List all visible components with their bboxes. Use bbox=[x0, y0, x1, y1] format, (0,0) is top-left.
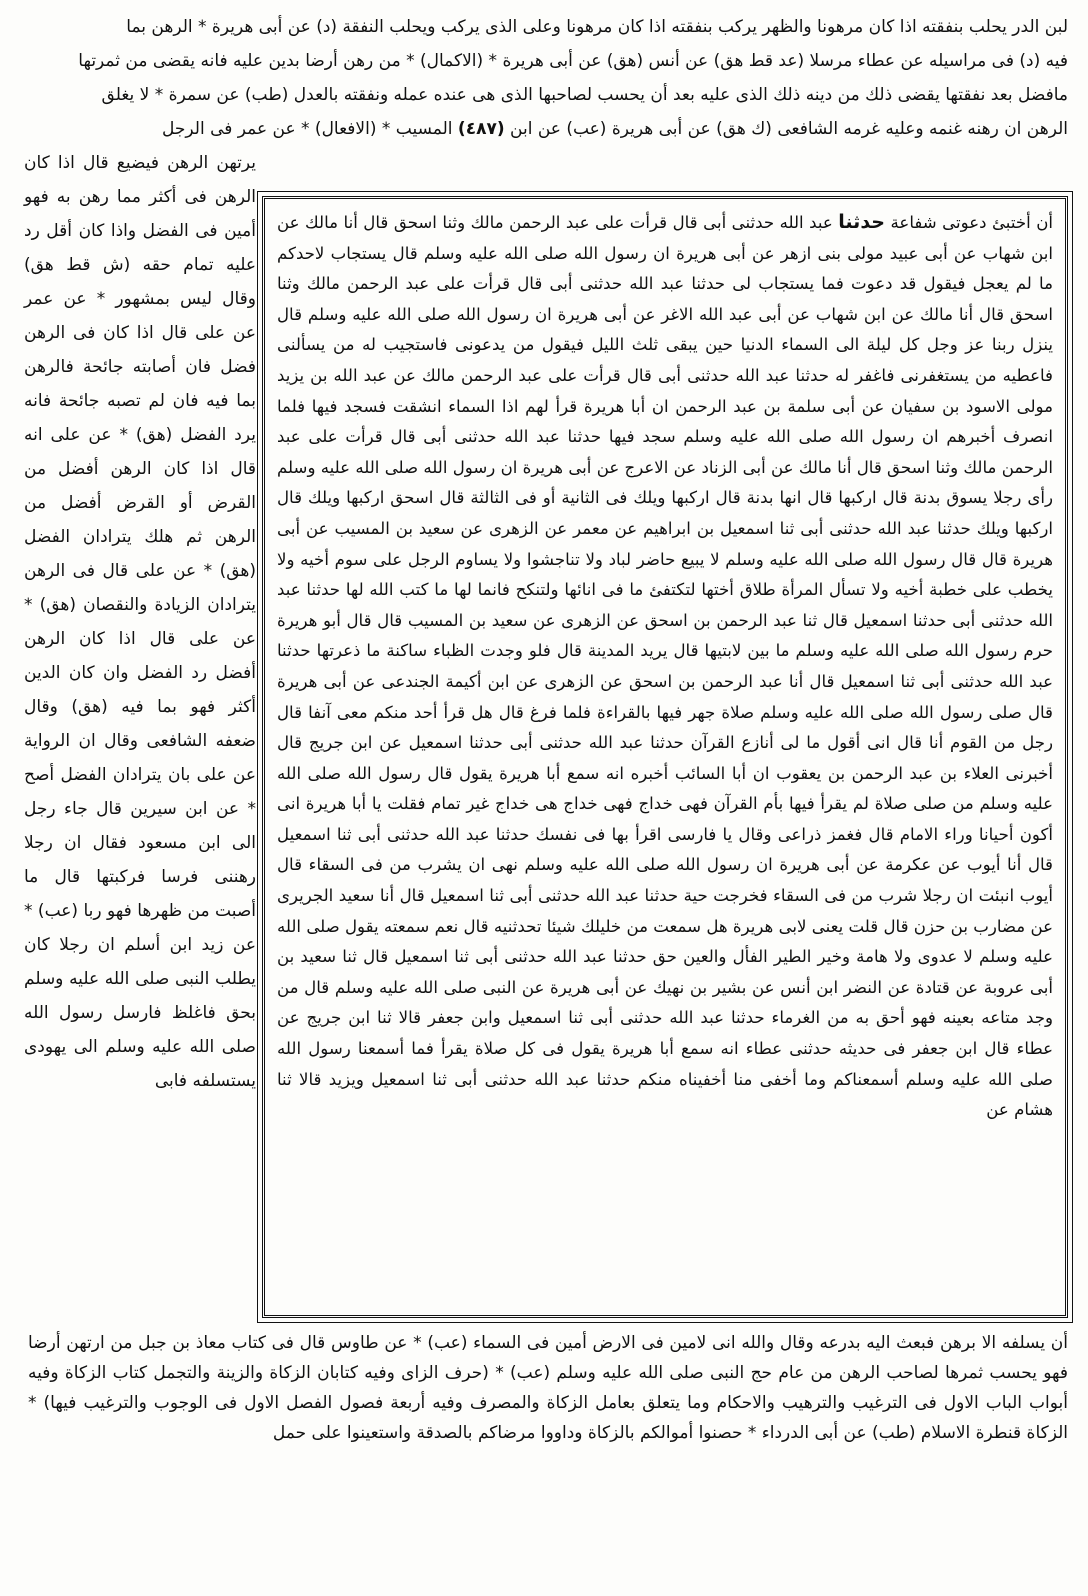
margin-commentary: يرتهن الرهن فيضيع قال اذا كان الرهن فى أكثر مما رهن به فهو أمين فى الفضل واذا كان أقل رد عليه تمام حقه (ش قط هق) وقال ليس بمشهور * عن عمر عن على قال اذا كان فى الرهن فضل فان أصابته جائحة فالرهن بما فيه فان لم تصبه جائحة فانه يرد الفضل (هق) * عن على انه قال اذا كان الرهن أفضل من القرض أو القرض أفضل من الرهن ثم هلك يترادان الفضل (هق) * عن على قال فى الرهن يترادان الزيادة والنقصان (هق) * عن على قال اذا كان الرهن أفضل رد الفضل وان كان الدين أكثر فهو بما فيه (هق) وقال ضعفه الشافعى وقال ان الرواية عن على بان يترادان الفضل أصح * عن ابن سيرين قال جاء رجل الى ابن مسعود فقال ان رجلا رهننى فرسا فركبتها قال ما أصبت من ظهرها فهو ربا (عب) * عن زيد ابن أسلم ان رجلا كان يطلب النبى صلى الله عليه وسلم بحق فاغلظ فارسل رسول الله صلى الله عليه وسلم الى يهودى يستسلفه فابى bbox=[24, 153, 256, 1091]
header-line-3: مافضل بعد نفقتها يقضى ذلك من دينه ذلك الذى عليه بعد أن يحسب لصاحبها الذى هى عنده عمله ونفقته بالعدل (طب) عن سمرة * لا يغلق bbox=[101, 85, 1068, 105]
footer-text: أن يسلفه الا برهن فبعث اليه بدرعه وقال والله انى لامين فى الارض أمين فى السماء (عب) * عن طاوس قال فى كتاب معاذ بن جبل من ارتهن أرضا فهو يحسب ثمرها لصاحب الرهن من عام حج النبى صلى الله عليه وسلم (عب) * (حرف الزاى وفيه كتابان الزكاة والزينة والتجمل كتاب الزكاة وفيه أبواب الباب الاول فى الترغيب والترهيب والاحكام وما يتعلق بعامل الزكاة والمصرف وفيه أربعة فصول الفصل الاول فى الوجوب والترغيب فيها) * الزكاة قنطرة الاسلام (طب) عن أبى الدرداء * حصنوا أموالكم بالزكاة وداووا مرضاكم بالصدقة واستعينوا على حمل bbox=[28, 1333, 1068, 1443]
header-line-4 bbox=[28, 112, 1068, 146]
header-line-4-end: المسيب * (الافعال) * عن عمر فى الرجل bbox=[162, 119, 453, 139]
main-text bbox=[277, 207, 1053, 1126]
haddathana-heading: حدثنا bbox=[838, 211, 885, 233]
header-line-4-text: الرهن ان رهنه غنمه وعليه غرمه الشافعى (ك هق) عن أبى هريرة (عب) عن ابن bbox=[510, 119, 1068, 139]
page-number: (٤٨٧) bbox=[457, 119, 505, 139]
top-header bbox=[28, 10, 1068, 146]
header-line-2: فيه (د) فى مراسيله عن عطاء مرسلا (عد قط هق) عن أنس (هق) عن أبى هريرة * (الاكمال) * من رهن أرضا بدين عليه فانه يقضى من ثمرتها bbox=[78, 51, 1068, 71]
main-opening: أن أختبئ دعوتى شفاعة bbox=[890, 213, 1053, 232]
main-body: عبد الله حدثنى أبى قال قرأت على عبد الرحمن مالك وثنا اسحق قال أنا مالك عن ابن شهاب عن أبى عبيد مولى بنى ازهر عن أبى هريرة ان رسول الله صلى الله عليه وسلم قال يستجاب لاحدكم ما لم يعجل فيقول قد دعوت فما يستجاب لى حدثنا عبد الله حدثنى أبى قال قرأت على عبد الرحمن مالك وثنا اسحق قال أنا مالك عن ابن شهاب عن أبى عبد الله الاغر عن أبى هريرة ان رسول الله صلى الله عليه وسلم قال ينزل ربنا عز وجل كل ليلة الى السماء الدنيا حين يبقى ثلث الليل فيقول من يدعونى فاستجيب له من يسألنى فاعطيه من يستغفرنى فاغفر له حدثنا عبد الله حدثنى أبى قال قرأت على عبد الرحمن مالك عن عبد الله بن يزيد مولى الاسود بن سفيان عن أبى سلمة بن عبد الرحمن ان أبا هريرة قرأ لهم اذا السماء انشقت فسجد فيها فلما انصرف أخبرهم ان رسول الله صلى الله عليه وسلم سجد فيها حدثنا عبد الله حدثنى أبى قال قرأت على عبد الرحمن مالك وثنا اسحق قال أنا مالك عن أبى الزناد عن الاعرج عن أبى هريرة ان رسول الله صلى الله عليه وسلم رأى رجلا يسوق بدنة قال اركبها قال انها بدنة قال اركبها ويلك فى الثانية أو فى الثالثة قال اسحق اركبها ويلك قال اركبها ويلك حدثنا عبد الله حدثنى أبى ثنا اسمعيل بن ابراهيم عن معمر عن الزهرى عن سعيد بن المسيب عن أبى هريرة قال قال رسول الله صلى الله عليه وسلم لا يبيع حاضر لباد ولا تناجشوا ولا يساوم الرجل على سوم أخيه ولا يخطب على خطبة أخيه ولا تسأل المرأة طلاق أختها لتكتفئ ما فى انائها ولتنكح فانما لها ما كتب الله لها حدثنا عبد الله حدثنى أبى حدثنا اسمعيل قال ثنا عبد الرحمن بن اسحق عن الزهرى عن سعيد بن المسيب قال قال أبو هريرة حرم رسول الله صلى الله عليه وسلم ما بين لابتيها قال يريد المدينة قال فلو وجدت الظباء ساكنة ما ذعرتها حدثنا عبد الله حدثنى أبى ثنا اسمعيل قال أنا عبد الرحمن بن اسحق عن الزهرى عن ابن أكيمة الجندعى عن أبى هريرة قال صلى رسول الله صلى الله عليه وسلم صلاة جهر فيها بالقراءة فلما فرغ قال هل قرأ أحد منكم معى آنفا قال رجل من القوم أنا قال انى أقول ما لى أنازع القرآن حدثنا عبد الله حدثنى أبى حدثنا اسمعيل عن ابن جريج قال أخبرنى العلاء بن عبد الرحمن بن يعقوب ان أبا السائب أخبره انه سمع أبا هريرة يقول قال رسول الله صلى الله عليه وسلم من صلى صلاة لم يقرأ فيها بأم القرآن فهى خداج فهى خداج هى خداج غير تمام فقلت يا أبا هريرة انى أكون أحيانا وراء الامام قال فغمز ذراعى وقال يا فارسى اقرأ بها فى نفسك حدثنا عبد الله حدثنى أبى ثنا اسمعيل قال أنا أيوب عن عكرمة عن أبى هريرة ان رسول الله صلى الله عليه وسلم نهى ان يشرب من فى السقاء قال أيوب انبئت ان رجلا شرب من فى السقاء فخرجت حية حدثنا عبد الله حدثنى أبى ثنا اسمعيل قال أنا سعيد الجريرى عن مضارب بن حزن قال قلت يعنى لابى هريرة هل سمعت من خليلك شيئا تحدثنيه قال نعم سمعته يقول صلى الله عليه وسلم لا عدوى ولا هامة وخير الطير الفأل والعين حق حدثنا عبد الله حدثنى أبى ثنا اسمعيل قال ثنا سعيد بن أبى عروبة عن قتادة عن النضر ابن أنس عن بشير بن نهيك عن أبى هريرة عن النبى صلى الله عليه وسلم قال من وجد متاعه بعينه فهو أحق به من الغرماء حدثنا عبد الله حدثنى أبى ثنا اسمعيل وابن جعفر قالا ثنا ابن جريج عن عطاء قال ابن جعفر فى حديثه حدثنى عطاء انه سمع أبا هريرة يقول فى كل صلاة يقرأ فما أسمعنا رسول الله صلى الله عليه وسلم أسمعناكم وما أخفى منا أخفيناه منكم حدثنا عبد الله حدثنى أبى ثنا اسمعيل ويزيد قالا ثنا هشام عن bbox=[276, 213, 1053, 1120]
header-line-1: لبن الدر يحلب بنفقته اذا كان مرهونا والظهر يركب بنفقته اذا كان مرهونا وعلى الذى يركب ويحلب النفقة (د) عن أبى هريرة * الرهن بما bbox=[126, 17, 1068, 37]
main-text-frame bbox=[262, 196, 1068, 1318]
